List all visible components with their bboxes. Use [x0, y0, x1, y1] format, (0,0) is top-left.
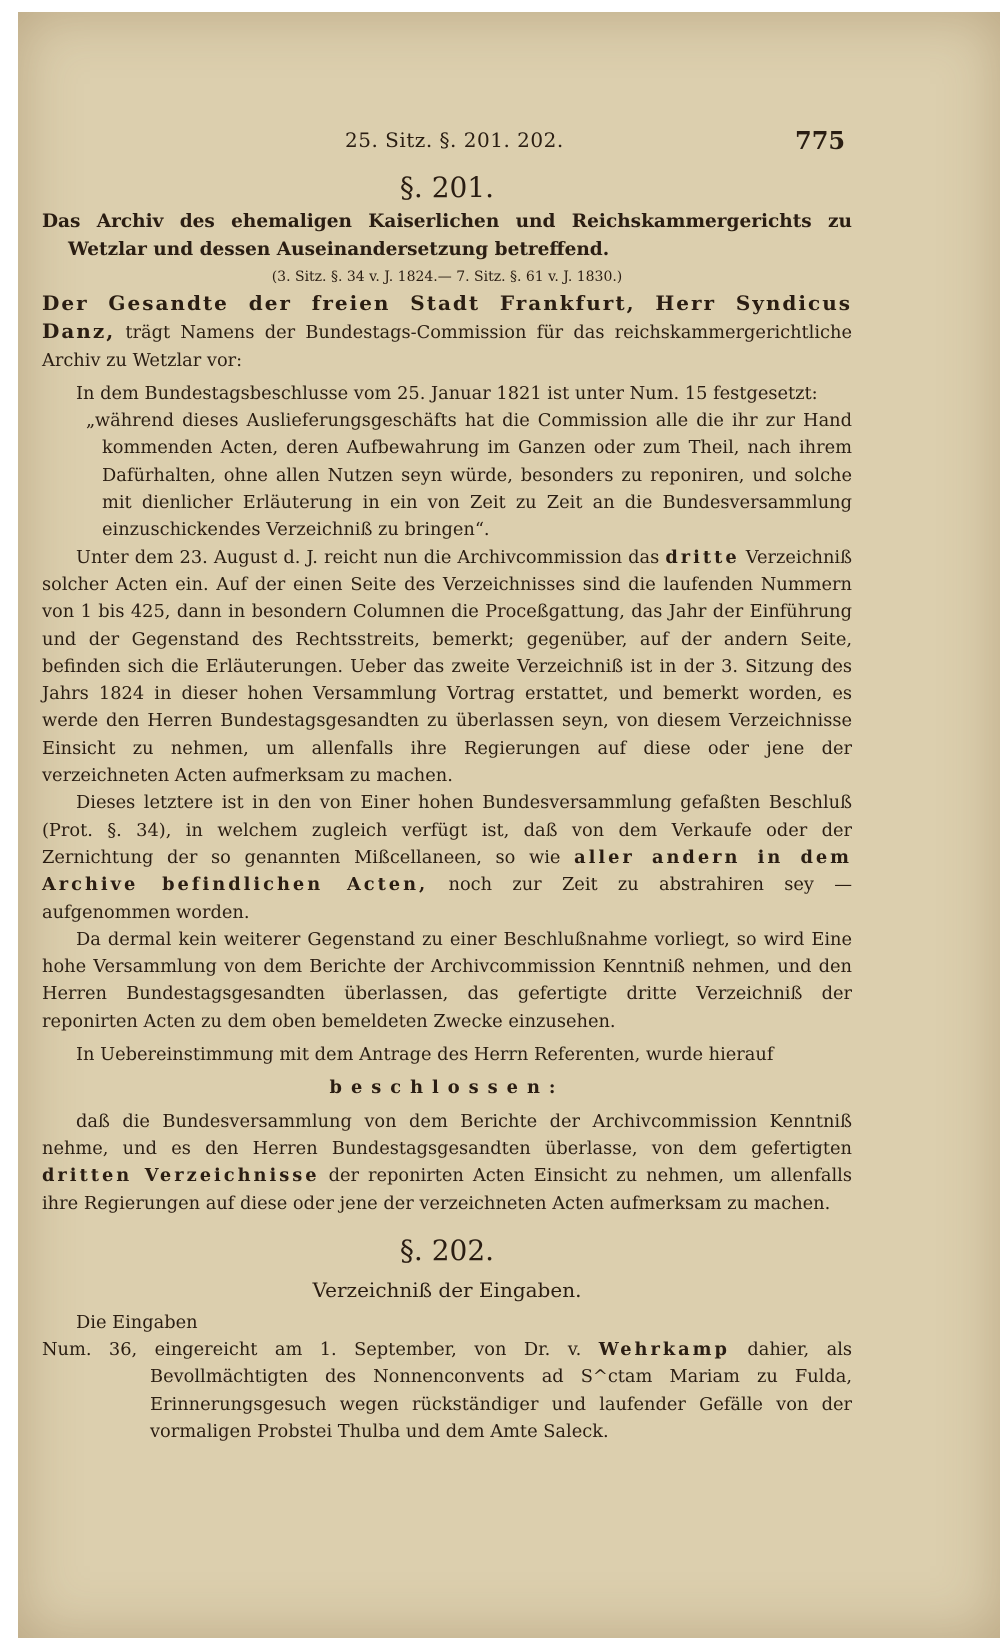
- speaker-name: Der Gesandte der freien Stadt Frankfurt, Herr Syndicus Danz,: [42, 291, 852, 344]
- text-run: Dieses letztere ist in den von Einer hohen Bundesversammlung gefaßten Beschluß (Prot. §. 34), in welchem zugleich verfügt ist, daß von dem Verkaufe oder der Zernichtung der so genannten Mißcellaneen, so wie: [42, 792, 852, 868]
- paragraph-third-list: [42, 544, 852, 790]
- page-text: [42, 168, 852, 1445]
- running-title: 25. Sitz. §. 201. 202.: [345, 128, 564, 152]
- submission-entry: [42, 1336, 852, 1445]
- text-run: daß die Bundesversammlung von dem Berichte der Archivcommission Kenntniß nehme, und es den Herren Bundestagsgesandten überlasse, von dem gefertigten: [42, 1110, 852, 1159]
- paragraph-resolution: [42, 1108, 852, 1217]
- paragraph-decree: In dem Bundestagsbeschlusse vom 25. Januar 1821 ist unter Num. 15 festgesetzt:: [76, 382, 818, 404]
- text-run: Num. 36, eingereicht am 1. September, von Dr. v.: [42, 1339, 582, 1361]
- section-202-title: Verzeichniß der Eingaben.: [312, 1277, 582, 1302]
- resolution-heading: beschlossen:: [329, 1077, 565, 1099]
- section-201-intro: [42, 290, 852, 374]
- section-202-intro: Die Eingaben: [76, 1311, 198, 1333]
- spaced-emphasis: dritte: [665, 546, 740, 568]
- spaced-emphasis: dritten Verzeichnisse: [42, 1165, 320, 1187]
- paragraph-proposal: Da dermal kein weiterer Gegenstand zu einer Beschlußnahme vorliegt, so wird Eine hohe Versammlung von dem Berichte der Archivcommission Kenntniß nehmen, und den Herren Bundestagsgesandten überlassen, das gefertigte dritte Verzeichniß der reponirten Acten zu dem oben bemeldeten Zwecke einzusehen.: [42, 928, 852, 1032]
- section-201-reference: (3. Sitz. §. 34 v. J. 1824.— 7. Sitz. §. 61 v. J. 1830.): [271, 269, 623, 285]
- section-202-number: §. 202.: [399, 1233, 495, 1267]
- text-run: noch zur Zeit zu abstrahiren sey — aufgenommen worden.: [42, 874, 853, 923]
- paragraph-resolution-reference: [42, 789, 852, 925]
- spaced-emphasis: Wehrkamp: [598, 1339, 730, 1361]
- page-number: 775: [795, 126, 846, 155]
- paragraph-agreement: In Uebereinstimmung mit dem Antrage des Herrn Referenten, wurde hierauf: [76, 1044, 774, 1066]
- section-201-title: Das Archiv des ehemaligen Kaiserlichen und Reichskammergerichts zu Wetzlar und dessen Auseinandersetzung betreffend.: [42, 211, 852, 260]
- running-header: [0, 128, 1000, 168]
- text-run: der reponirten Acten Einsicht zu nehmen, um allenfalls ihre Regierungen auf diese oder jene der verzeichneten Acten aufmerksam zu machen.: [42, 1165, 852, 1214]
- text-run: dahier, als Bevollmächtigten des Nonnenconvents ad S^ctam Mariam zu Fulda, Erinnerungsgesuch wegen rückständiger und laufender Gefälle von der vormaligen Probstei Thulba und dem Amte Saleck.: [150, 1339, 853, 1442]
- intro-text: trägt Namens der Bundestags-Commission für das reichskammergerichtliche Archiv zu Wetzlar vor:: [42, 322, 852, 371]
- quotation: „während dieses Auslieferungsgeschäfts hat die Commission alle die ihr zur Hand kommenden Acten, deren Aufbewahrung im Ganzen oder zum Theil, nach ihrem Dafürhalten, ohne allen Nutzen seyn würde, besonders zu reponiren, und solche mit dienlicher Erläuterung in ein von Zeit zu Zeit an die Bundesversammlung einzuschickendes Verzeichniß zu bringen“.: [86, 410, 852, 541]
- text-run: Verzeichniß solcher Acten ein. Auf der einen Seite des Verzeichnisses sind die laufenden Nummern von 1 bis 425, dann in besondern Columnen die Proceßgattung, das Jahr der Einführung und der Gegenstand des Rechtsstreits, bemerkt; gegenüber, auf der andern Seite, befinden sich die Erläuterungen. Ueber das zweite Verzeichniß ist in der 3. Sitzung des Jahrs 1824 in dieser hohen Versammlung Vortrag erstattet, und bemerkt worden, es werde den Herren Bundestagsgesandten zu überlassen seyn, von diesem Verzeichnisse Einsicht zu nehmen, um allenfalls ihre Regierungen auf diese oder jene der verzeichneten Acten aufmerksam zu machen.: [42, 546, 853, 787]
- spaced-emphasis: aller andern in dem Archive befindlichen Acten,: [42, 846, 853, 896]
- section-201-number: §. 201.: [399, 171, 495, 204]
- text-run: Unter dem 23. August d. J. reicht nun die Archivcommission das: [76, 546, 660, 568]
